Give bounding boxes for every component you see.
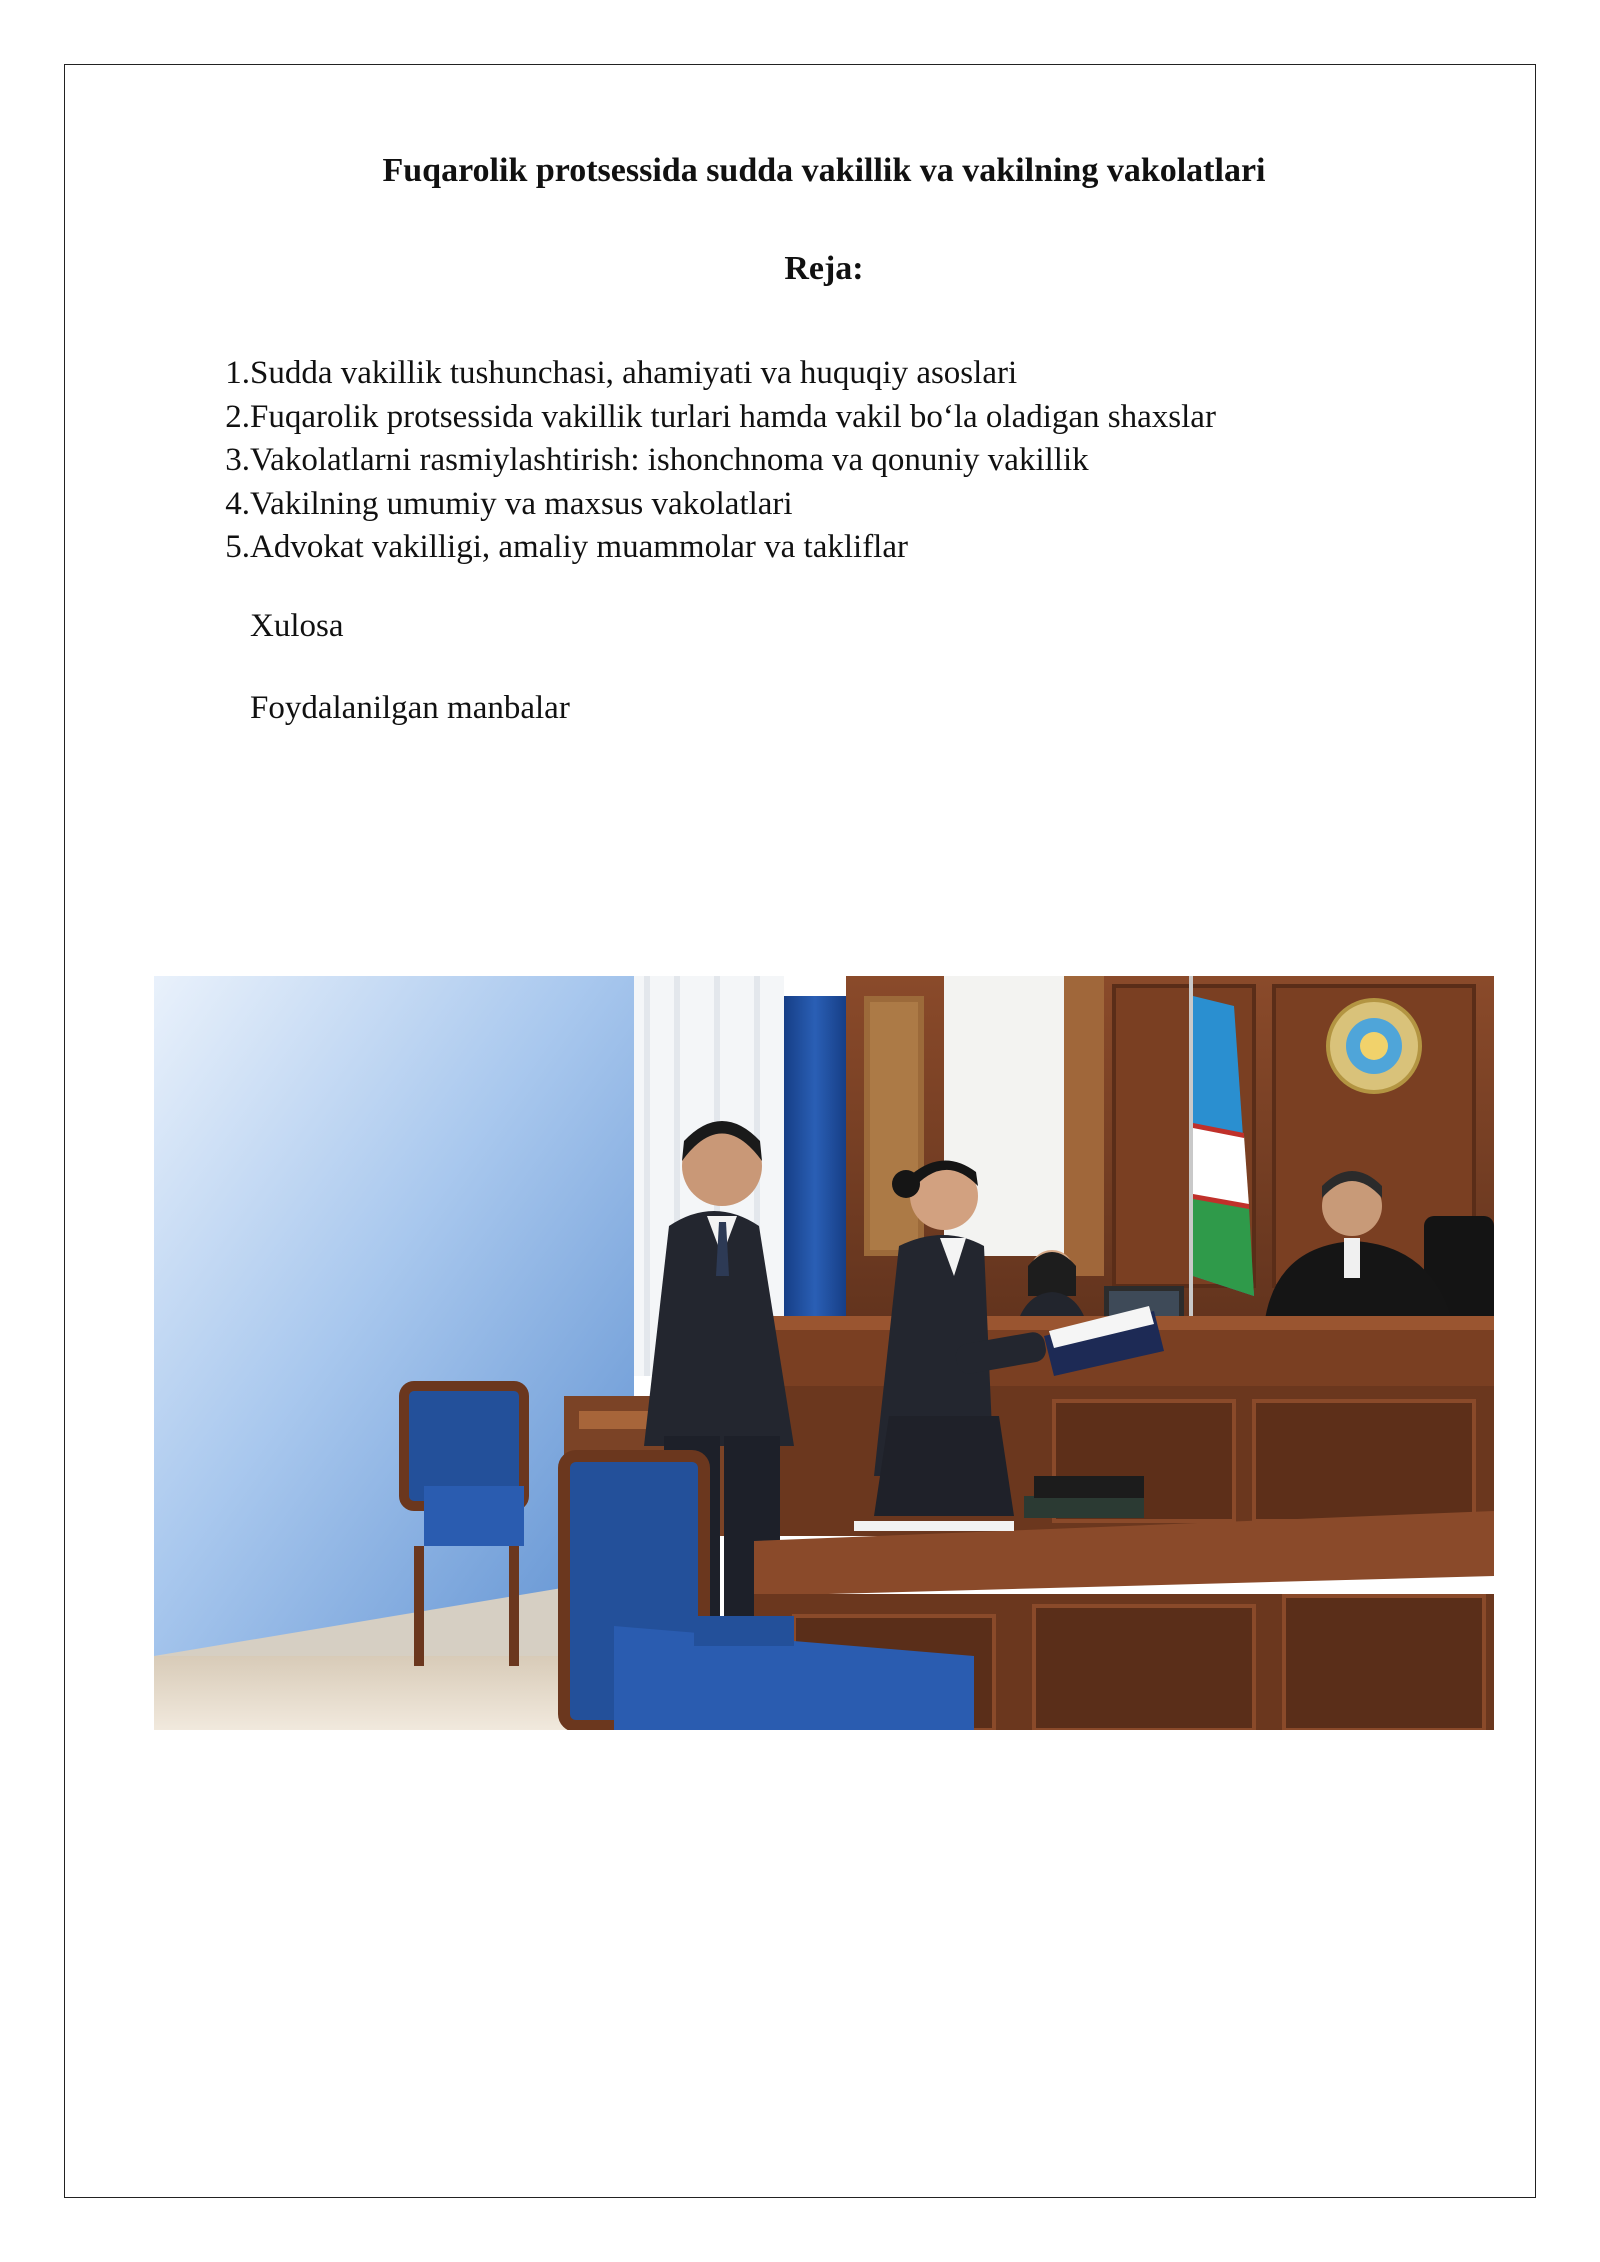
plan-item (196, 396, 1216, 440)
sources-line: Foydalanilgan manbalar (250, 690, 570, 726)
plan-item-number: 4. (225, 485, 250, 522)
plan-item-number: 5. (225, 529, 250, 565)
plan-item (196, 352, 1216, 396)
plan-item-text: Vakolatlarni rasmiylashtirish: ishonchnoma va qonuniy vakillik (250, 442, 1089, 478)
plan-item (196, 526, 1216, 570)
conclusion-line: Xulosa (250, 608, 344, 644)
courtroom-illustration (154, 976, 1494, 1730)
plan-item-number: 2. (225, 398, 250, 435)
plan-item (196, 483, 1216, 527)
plan-item-number: 3. (225, 442, 250, 478)
plan-list (196, 352, 1216, 570)
plan-item-text: Vakilning umumiy va maxsus vakolatlari (250, 485, 793, 522)
plan-item-text: Advokat vakilligi, amaliy muammolar va takliflar (250, 529, 908, 565)
courtroom-photo (154, 976, 1494, 1730)
plan-item-text: Fuqarolik protsessida vakillik turlari hamda vakil bo‘la oladigan shaxslar (250, 398, 1216, 435)
plan-item-number: 1. (225, 355, 250, 391)
flag-pole (1189, 976, 1193, 1316)
books-stack (1024, 1496, 1144, 1518)
papers (854, 1521, 1014, 1531)
document-title: Fuqarolik protsessida sudda vakillik va vakilning vakolatlari (382, 152, 1266, 189)
plan-item-text: Sudda vakillik tushunchasi, ahamiyati va huquqiy asoslari (250, 355, 1018, 391)
plan-item (196, 439, 1216, 483)
plan-heading: Reja: (784, 250, 864, 287)
